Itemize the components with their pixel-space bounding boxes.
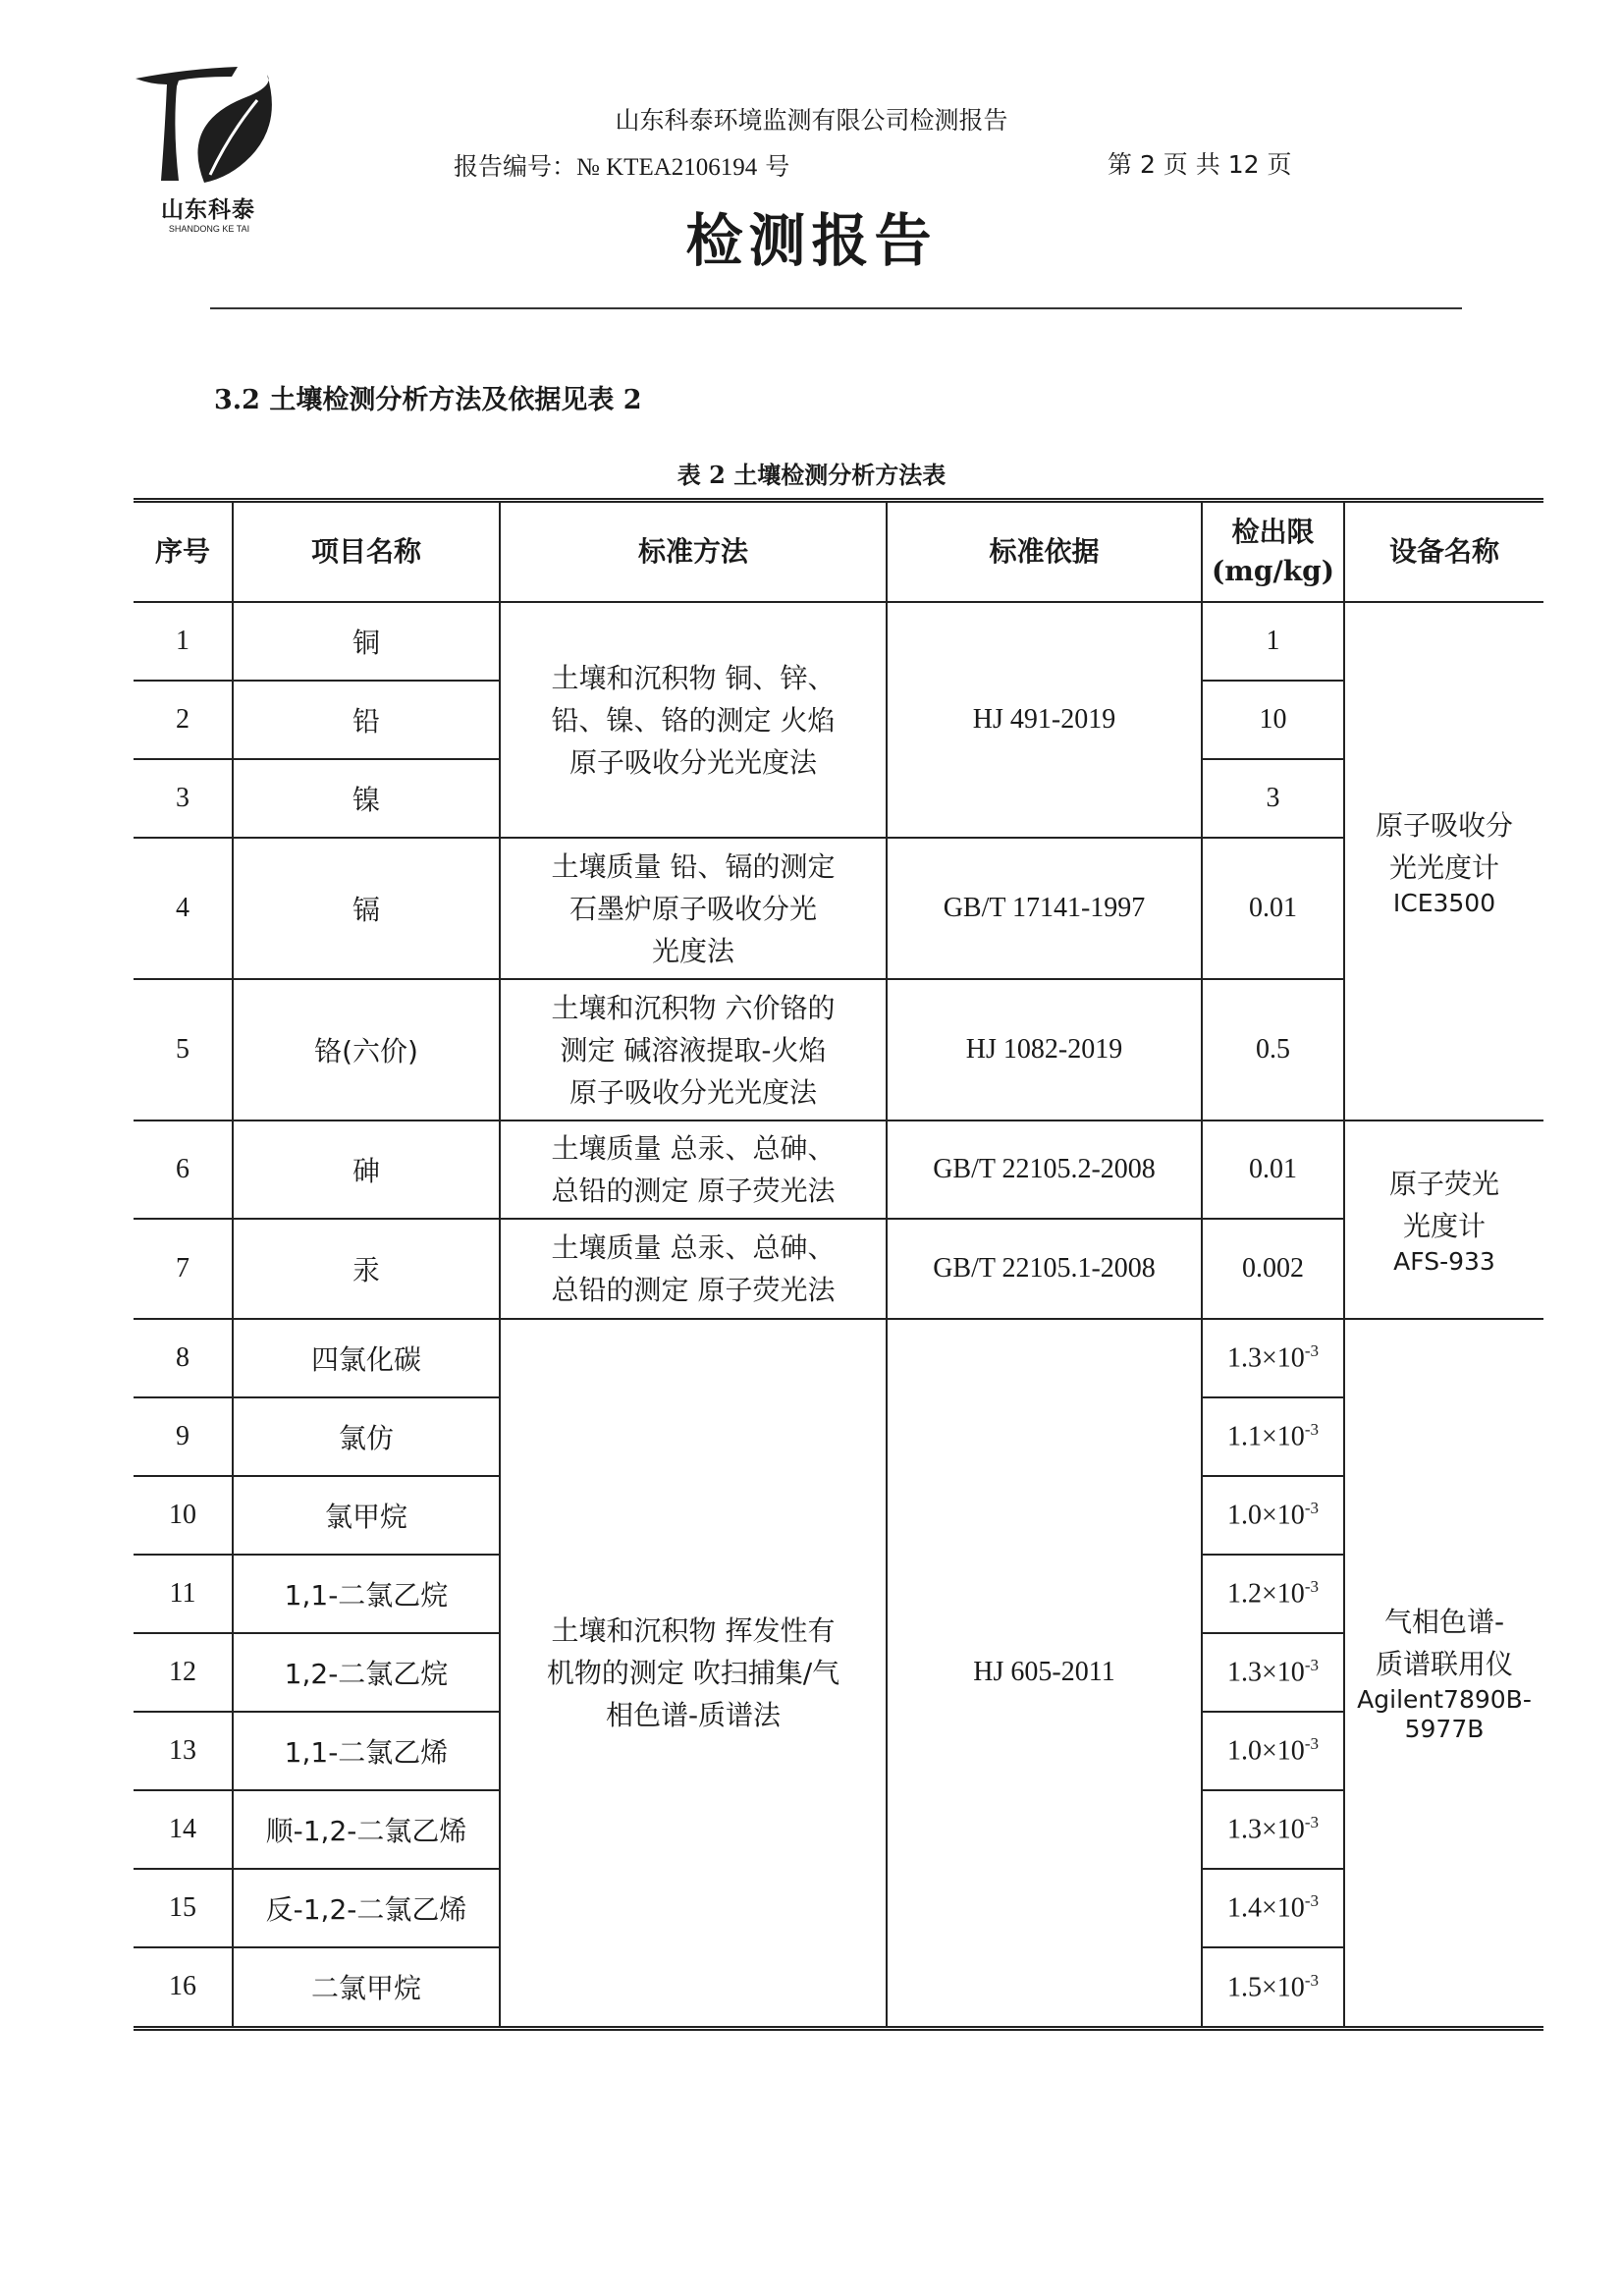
equipment-model: 5977B [1404, 1715, 1485, 1744]
equipment-name [1344, 1319, 1543, 2028]
limit-mantissa: 1.5×10 [1227, 1971, 1305, 2002]
table-row [134, 1219, 1543, 1319]
item-name: 四氯化碳 [233, 1319, 500, 1397]
row-number: 4 [134, 838, 233, 979]
row-number: 5 [134, 979, 233, 1121]
row-number: 11 [134, 1555, 233, 1633]
method-line: 石墨炉原子吸收分光 [568, 892, 817, 925]
equipment-line: 原子吸收分 [1375, 809, 1513, 842]
page-title: 检测报告 [685, 207, 938, 274]
method-line: 总铅的测定 原子荧光法 [551, 1274, 836, 1306]
detection-limit: 0.01 [1202, 838, 1344, 979]
equipment-line: 光光度计 [1388, 851, 1499, 884]
item-name: 二氯甲烷 [233, 1947, 500, 2028]
detection-limit: 0.01 [1202, 1121, 1344, 1219]
column-header-no: 序号 [134, 501, 233, 603]
standard-method [500, 1319, 887, 2028]
detection-limit: 1 [1202, 602, 1344, 681]
method-line: 土壤质量 铅、镉的测定 [551, 849, 836, 883]
row-number: 7 [134, 1219, 233, 1319]
limit-exponent: -3 [1304, 1420, 1319, 1440]
item-name: 镍 [233, 759, 500, 838]
method-line: 原子吸收分光光度法 [568, 1075, 817, 1109]
detection-limit [1202, 1397, 1344, 1476]
method-line: 土壤和沉积物 挥发性有 [551, 1613, 836, 1647]
table-header-row [134, 501, 1543, 603]
row-number: 1 [134, 602, 233, 681]
detection-limit [1202, 1633, 1344, 1712]
equipment-name [1344, 1121, 1543, 1319]
column-header-limit-label: 检出限 [1231, 516, 1315, 548]
row-number: 6 [134, 1121, 233, 1219]
standard-basis: GB/T 17141-1997 [887, 838, 1202, 979]
methods-table [134, 498, 1543, 2031]
method-line: 机物的测定 吹扫捕集/气 [546, 1656, 840, 1689]
table-row [134, 1121, 1543, 1219]
limit-exponent: -3 [1304, 1891, 1319, 1911]
detection-limit: 0.5 [1202, 979, 1344, 1121]
equipment-line: 光度计 [1402, 1210, 1486, 1242]
report-number [454, 147, 789, 183]
column-header-method: 标准方法 [500, 501, 887, 603]
detection-limit [1202, 1476, 1344, 1555]
limit-exponent: -3 [1304, 1970, 1319, 1990]
detection-limit [1202, 1869, 1344, 1947]
column-header-limit-unit: (mg/kg) [1212, 555, 1334, 587]
equipment-line: 气相色谱- [1383, 1606, 1505, 1639]
standard-basis: HJ 491-2019 [887, 602, 1202, 838]
equipment-model: AFS-933 [1393, 1247, 1495, 1276]
limit-mantissa: 1.1×10 [1227, 1421, 1305, 1452]
item-name: 铅 [233, 681, 500, 759]
row-number: 2 [134, 681, 233, 759]
equipment-name [1344, 602, 1543, 1121]
limit-mantissa: 1.0×10 [1227, 1500, 1305, 1531]
method-line: 光度法 [651, 934, 734, 967]
standard-basis: HJ 1082-2019 [887, 979, 1202, 1121]
page-info: 第 2 页 共 12 页 [1108, 150, 1292, 179]
method-line: 土壤和沉积物 铜、锌、 [551, 661, 836, 694]
table-caption: 表 2 土壤检测分析方法表 [676, 461, 947, 489]
column-header-basis: 标准依据 [887, 501, 1202, 603]
row-number: 16 [134, 1947, 233, 2028]
row-number: 3 [134, 759, 233, 838]
limit-mantissa: 1.3×10 [1227, 1342, 1305, 1374]
section-heading: 3.2 土壤检测分析方法及依据见表 2 [214, 385, 642, 415]
detection-limit [1202, 1555, 1344, 1633]
table-row [134, 602, 1543, 681]
standard-method [500, 1219, 887, 1319]
method-line: 测定 碱溶液提取-火焰 [560, 1033, 827, 1066]
item-name: 砷 [233, 1121, 500, 1219]
table-row [134, 1319, 1543, 1397]
logo-name-en: SHANDONG KE TAI [168, 224, 250, 234]
standard-method [500, 979, 887, 1121]
report-number-label: 报告编号： [454, 152, 577, 181]
header-divider [210, 307, 1462, 309]
detection-limit [1202, 1319, 1344, 1397]
report-number-suffix: 号 [765, 152, 790, 181]
column-header-equipment: 设备名称 [1344, 501, 1543, 603]
row-number: 10 [134, 1476, 233, 1555]
item-name: 反-1,2-二氯乙烯 [233, 1869, 500, 1947]
standard-basis: GB/T 22105.1-2008 [887, 1219, 1202, 1319]
company-report-line: 山东科泰环境监测有限公司检测报告 [615, 106, 1008, 135]
table-row [134, 838, 1543, 979]
row-number: 9 [134, 1397, 233, 1476]
item-name: 铬(六价) [233, 979, 500, 1121]
method-line: 原子吸收分光光度法 [568, 745, 817, 779]
limit-exponent: -3 [1304, 1341, 1319, 1361]
method-line: 土壤和沉积物 六价铬的 [551, 991, 836, 1024]
detection-limit: 10 [1202, 681, 1344, 759]
row-number: 13 [134, 1712, 233, 1790]
item-name: 1,1-二氯乙烷 [233, 1555, 500, 1633]
row-number: 8 [134, 1319, 233, 1397]
method-line: 铅、镍、铬的测定 火焰 [551, 703, 836, 737]
row-number: 12 [134, 1633, 233, 1712]
report-number-value: № KTEA2106194 [576, 154, 758, 181]
detection-limit [1202, 1947, 1344, 2028]
item-name: 1,1-二氯乙烯 [233, 1712, 500, 1790]
standard-method [500, 602, 887, 838]
item-name: 汞 [233, 1219, 500, 1319]
column-header-limit [1202, 501, 1344, 603]
detection-limit [1202, 1790, 1344, 1869]
standard-basis: HJ 605-2011 [887, 1319, 1202, 2028]
equipment-line: 质谱联用仪 [1375, 1648, 1513, 1681]
method-line: 土壤质量 总汞、总砷、 [551, 1132, 836, 1165]
item-name: 铜 [233, 602, 500, 681]
row-number: 15 [134, 1869, 233, 1947]
method-line: 总铅的测定 原子荧光法 [551, 1175, 836, 1207]
standard-basis: GB/T 22105.2-2008 [887, 1121, 1202, 1219]
item-name: 1,2-二氯乙烷 [233, 1633, 500, 1712]
equipment-line: 原子荧光 [1388, 1168, 1499, 1200]
limit-mantissa: 1.0×10 [1227, 1735, 1305, 1767]
limit-exponent: -3 [1304, 1656, 1319, 1675]
equipment-model: ICE3500 [1392, 889, 1496, 917]
table-row [134, 979, 1543, 1121]
item-name: 氯仿 [233, 1397, 500, 1476]
row-number: 14 [134, 1790, 233, 1869]
item-name: 镉 [233, 838, 500, 979]
method-line: 相色谱-质谱法 [605, 1698, 782, 1731]
standard-method [500, 838, 887, 979]
equipment-model: Agilent7890B- [1357, 1685, 1532, 1715]
limit-mantissa: 1.3×10 [1227, 1814, 1305, 1845]
detection-limit: 3 [1202, 759, 1344, 838]
limit-exponent: -3 [1304, 1499, 1319, 1518]
limit-mantissa: 1.4×10 [1227, 1892, 1305, 1924]
limit-mantissa: 1.3×10 [1227, 1657, 1305, 1688]
limit-mantissa: 1.2×10 [1227, 1578, 1305, 1610]
limit-exponent: -3 [1304, 1577, 1319, 1597]
item-name: 氯甲烷 [233, 1476, 500, 1555]
limit-exponent: -3 [1304, 1813, 1319, 1832]
detection-limit: 0.002 [1202, 1219, 1344, 1319]
method-line: 土壤质量 总汞、总砷、 [551, 1231, 836, 1264]
limit-exponent: -3 [1304, 1734, 1319, 1754]
detection-limit [1202, 1712, 1344, 1790]
column-header-item: 项目名称 [233, 501, 500, 603]
item-name: 顺-1,2-二氯乙烯 [233, 1790, 500, 1869]
logo-name-cn: 山东科泰 [161, 196, 255, 223]
standard-method [500, 1121, 887, 1219]
